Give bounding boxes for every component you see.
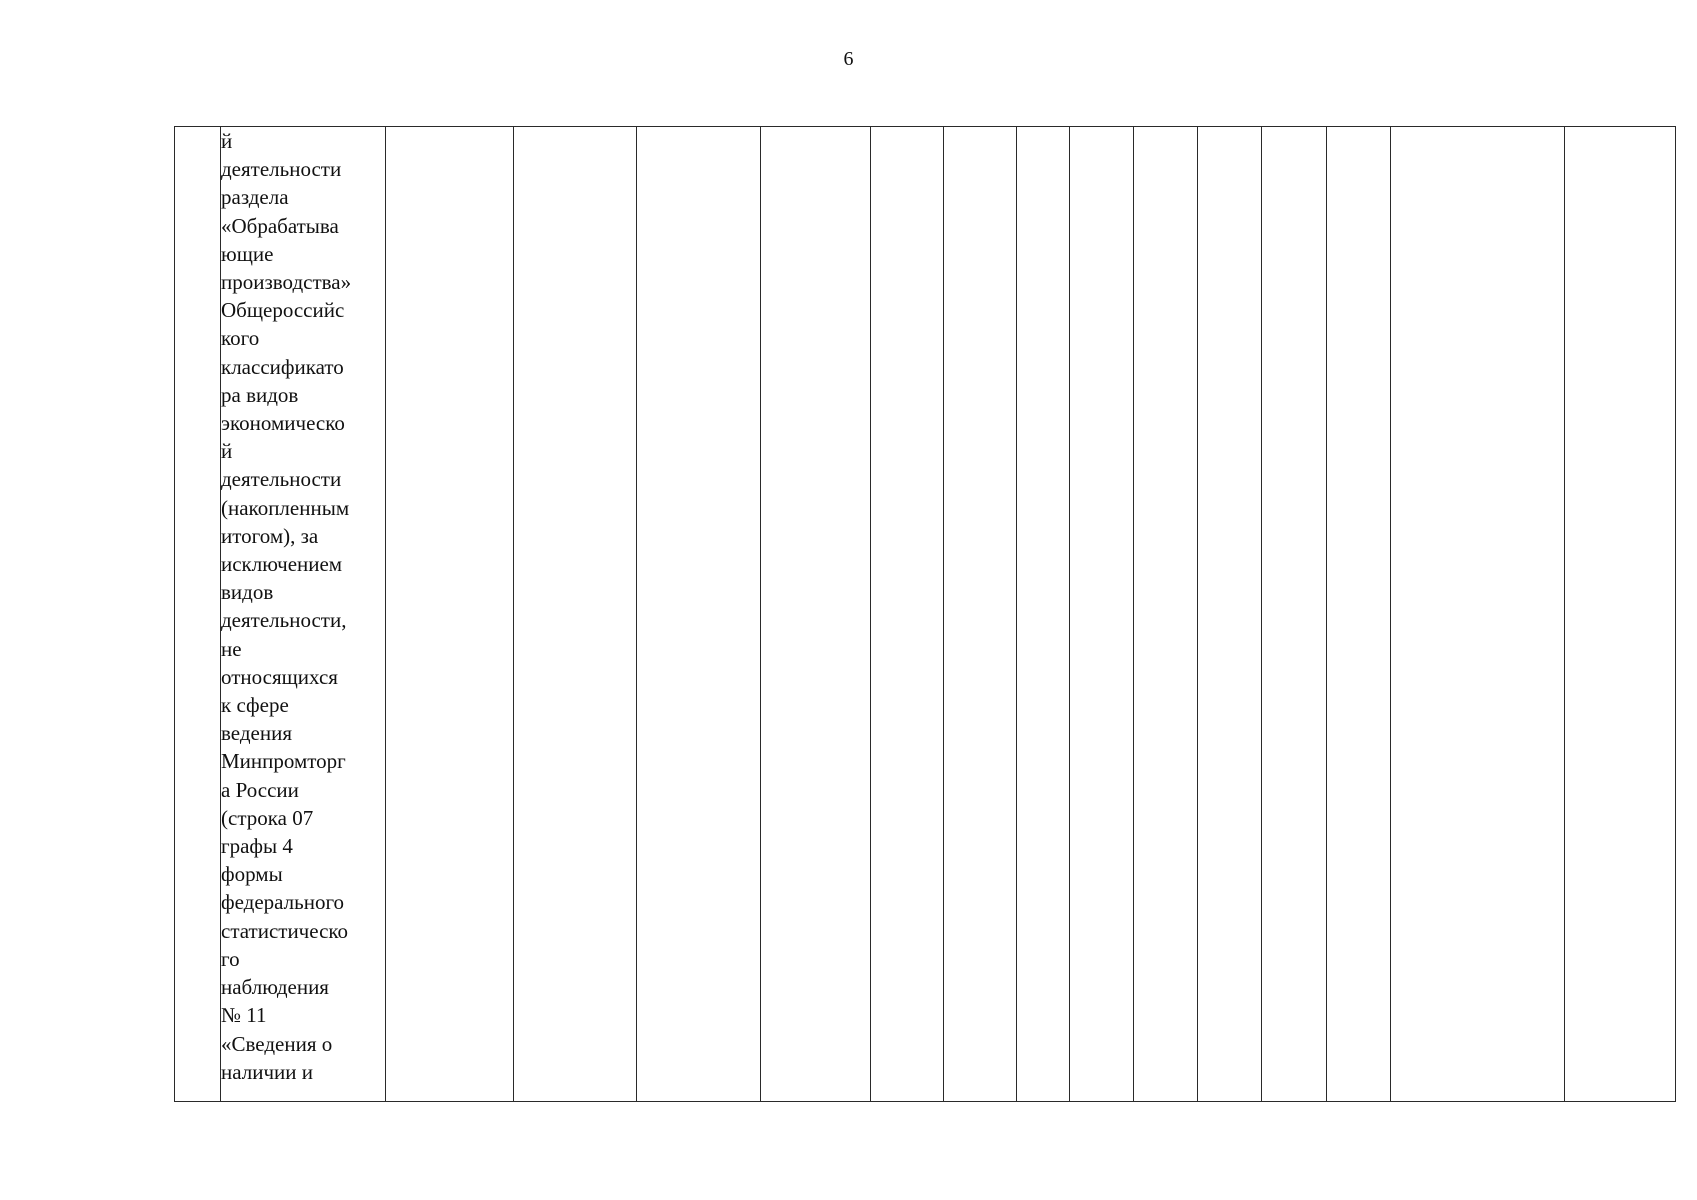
table-cell bbox=[1565, 127, 1676, 1102]
table-cell bbox=[944, 127, 1017, 1102]
table-cell-number bbox=[175, 127, 221, 1102]
page-number: 6 bbox=[843, 48, 854, 70]
table-cell bbox=[1017, 127, 1070, 1102]
table-cell bbox=[1070, 127, 1134, 1102]
table-cell bbox=[637, 127, 761, 1102]
table-cell bbox=[1327, 127, 1391, 1102]
table-cell bbox=[1262, 127, 1327, 1102]
table-cell bbox=[871, 127, 944, 1102]
table-cell bbox=[1134, 127, 1198, 1102]
table-row bbox=[175, 127, 1676, 1102]
table-cell bbox=[761, 127, 871, 1102]
table-cell-indicator-text: й деятельности раздела «Обрабатыва ющие производства» Общероссийс кого классификато ра видов экономическо й деятельности (накопленным итогом), за исключением видов деятельности, не относящихся к сфере ведения Минпромторг а России (строка 07 графы 4 формы федерального статистическо го наблюдения № 11 «Сведения о наличии и bbox=[221, 127, 386, 1102]
table-cell bbox=[1391, 127, 1565, 1102]
table-cell bbox=[1198, 127, 1262, 1102]
data-table bbox=[174, 126, 1676, 1102]
table-cell bbox=[514, 127, 637, 1102]
table-cell bbox=[386, 127, 514, 1102]
